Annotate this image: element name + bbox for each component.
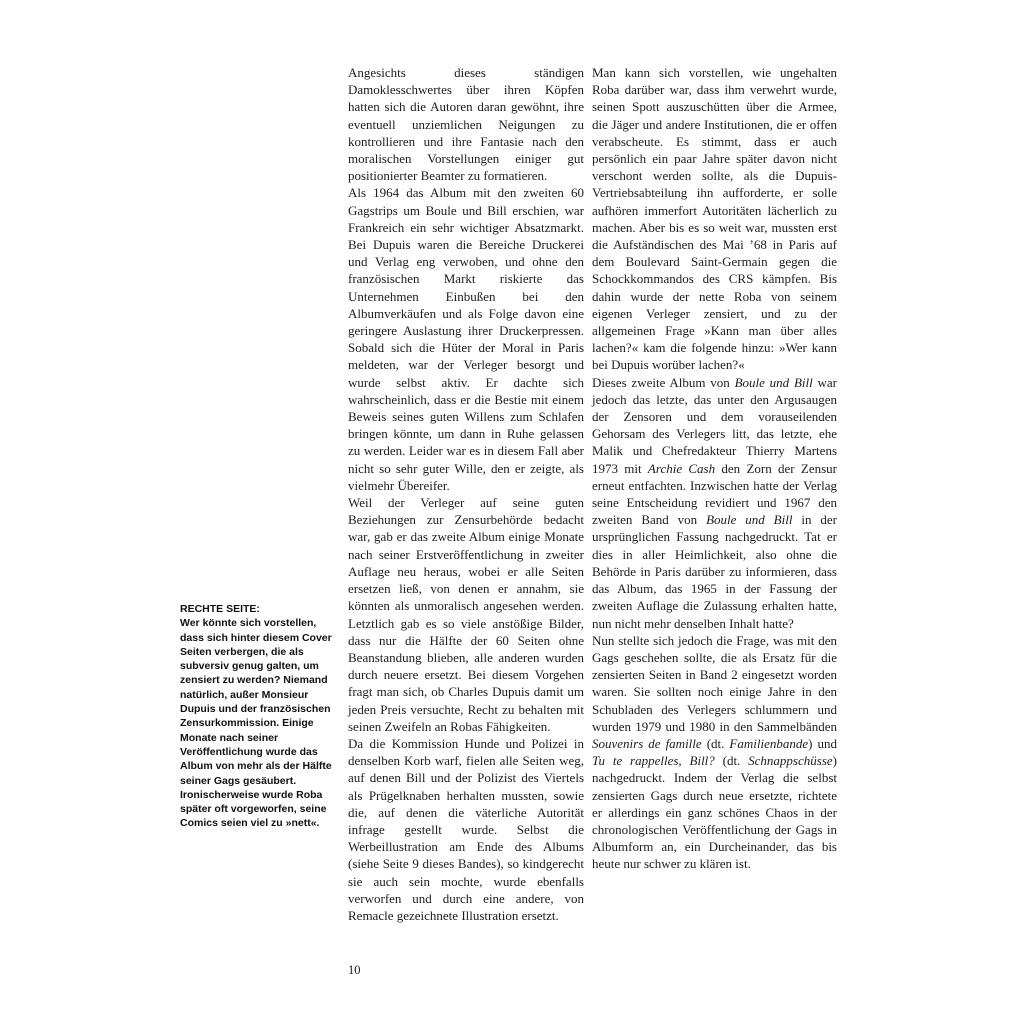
text-run: Als 1964 das Album mit den zweiten 60 Gagstrips um Boule und Bill erschien, war Frankreich ein sehr wichtiger Absatzmarkt. Bei Dupuis waren die Bereiche Druckerei und Verlag eng verwoben, und ohne den französischen Markt riskierte das Unternehmen Einbußen bei den Albumverkäufen und als Folge davon eine geringere Auslastung ihrer Druckerpressen. Sobald sich die Hüter der Moral in Paris meldeten, war der Verleger besorgt und wurde selbst aktiv. Er dachte sich wahrscheinlich, dass er die Bestie mit einem Beweis seines guten Willens zum Schlafen bringen könnte, um dann in Ruhe gelassen zu werden. Leider war es in diesem Fall aber nicht so sehr guter Wille, den er zeigte, als vielmehr Übereifer.	[348, 185, 584, 493]
italic-text-run: Souvenirs de famille	[592, 735, 702, 751]
text-column-left	[348, 64, 584, 924]
paragraph	[592, 374, 837, 632]
italic-text-run: Boule und Bill	[706, 512, 793, 528]
italic-text-run: Boule und Bill	[734, 374, 813, 390]
italic-text-run: Tu te rappelles, Bill?	[592, 753, 715, 769]
page-number: 10	[348, 963, 361, 977]
paragraph	[348, 184, 584, 494]
italic-text-run: Schnappschüsse	[748, 753, 833, 769]
paragraph	[348, 64, 584, 184]
text-run: (dt.	[714, 753, 749, 769]
margin-caption	[180, 602, 332, 831]
italic-text-run: Archie Cash	[647, 460, 716, 476]
text-run: ) und	[808, 735, 837, 751]
paragraph	[348, 735, 584, 924]
paragraph	[592, 632, 837, 873]
text-run: Man kann sich vorstellen, wie ungehalten Roba darüber war, dass ihm verwehrt wurde, seinen Spott auszuschütten über die Armee, die Jäger und andere Institutionen, die er offen verabscheute. Es stimmt, dass er auch persönlich ein paar Jahre später davon nicht verschont werden sollte, als die Dupuis-Vertriebsabteilung ihn aufforderte, er solle aufhören immerfort Autoritäten lächerlich zu machen. Aber bis es so weit war, mussten erst die Aufständischen des Mai ’68 in Paris auf dem Boulevard Saint-Germain gegen die Schockkommandos des CRS kämpfen. Bis dahin wurde der nette Roba von seinem eigenen Verleger zensiert, und zu der allgemeinen Frage »Kann man über alles lachen?« kam die folgende hinzu: »Wer kann bei Dupuis worüber lachen?«	[592, 65, 837, 373]
caption-body: Wer könnte sich vorstellen, dass sich hinter diesem Cover Seiten verbergen, die als subversiv genug galten, um zensiert zu werden? Niemand natürlich, außer Monsieur Dupuis und der französischen Zensurkommission. Einige Monate nach seiner Veröffentlichung wurde das Album von mehr als der Hälfte seiner Gags gesäubert. Ironischerweise wurde Roba später oft vorgeworfen, seine Comics seien viel zu »nett«.	[180, 617, 332, 830]
text-column-right	[592, 64, 837, 873]
text-run: ) nachgedruckt. Indem der Verlag die selbst zensierten Gags durch neue ersetzte, richtete er allerdings ein ganz schönes Chaos in der chronologischen Veröffentlichung der Gags in Albumform an, ein Durcheinander, das bis heute nur schwer zu klären ist.	[592, 753, 837, 872]
caption-heading: RECHTE SEITE:	[180, 603, 260, 615]
text-run: Dieses zweite Album von	[592, 374, 735, 390]
text-run: Nun stellte sich jedoch die Frage, was mit den Gags geschehen sollte, die als Ersatz für die zensierten Seiten in Band 2 eingesetzt worden waren. Sie sollten noch einige Jahre in den Schubladen des Verlegers schlummern und wurden 1979 und 1980 in den Sammelbänden	[592, 632, 837, 734]
italic-text-run: Familienbande	[729, 735, 809, 751]
text-run: war jedoch das letzte, das unter den Argusaugen der Zensoren und dem vorauseilenden Gehorsam des Verlegers litt, das letzte, ehe Malik und Chefredakteur Thierry Martens 1973 mit	[592, 374, 837, 476]
text-run: Da die Kommission Hunde und Polizei in denselben Korb warf, fielen alle Seiten weg, auf denen Bill und der Polizist des Viertels als Prügelknaben herhalten mussten, sowie die, auf denen die väterliche Autorität infrage gestellt wurde. Selbst die Werbeillustration am Ende des Albums (siehe Seite 9 dieses Bandes), so kindgerecht sie auch sein mochte, wurde ebenfalls verworfen und durch eine andere, von Remacle gezeichnete Illustration ersetzt.	[348, 735, 584, 923]
text-run: Angesichts dieses ständigen Damoklesschwertes über ihren Köpfen hatten sich die Autoren daran gewöhnt, ihre eventuell unziemlichen Neigungen zu kontrollieren und ihre Fantasie nach den moralischen Vorstellungen einiger gut positionierter Beamter zu formatieren.	[348, 65, 584, 184]
text-run: in der ursprünglichen Fassung nachgedruckt. Tat er dies in aller Heimlichkeit, also ohne die Behörde in Paris darüber zu informieren, dass das Album, das 1965 in der Fassung der zweiten Auflage die Zulassung erhalten hatte, nun nicht mehr denselben Inhalt hatte?	[592, 512, 837, 631]
text-run: Weil der Verleger auf seine guten Beziehungen zur Zensurbehörde bedacht war, gab er das zweite Album einige Monate nach seiner Erstveröffentlichung in zweiter Auflage neu heraus, wobei er alle Seiten ersetzen ließ, von denen er annahm, sie könnten als unmoralisch angesehen werden. Letztlich gab es so viele anstößige Bilder, dass nur die Hälfte der 60 Seiten ohne Beanstandung blieben, alle anderen wurden durch neuere ersetzt. Bei diesem Vorgehen fragt man sich, ob Charles Dupuis damit um jeden Preis versuchte, Recht zu behalten mit seinen Zweifeln an Robas Fähigkeiten.	[348, 495, 584, 734]
paragraph	[348, 494, 584, 735]
paragraph	[592, 64, 837, 374]
text-run: den Zorn der Zensur erneut entfachten. Inzwischen hatte der Verlag seine Entscheidung revidiert und 1967 den zweiten Band von	[592, 460, 837, 528]
text-run: (dt.	[701, 735, 730, 751]
